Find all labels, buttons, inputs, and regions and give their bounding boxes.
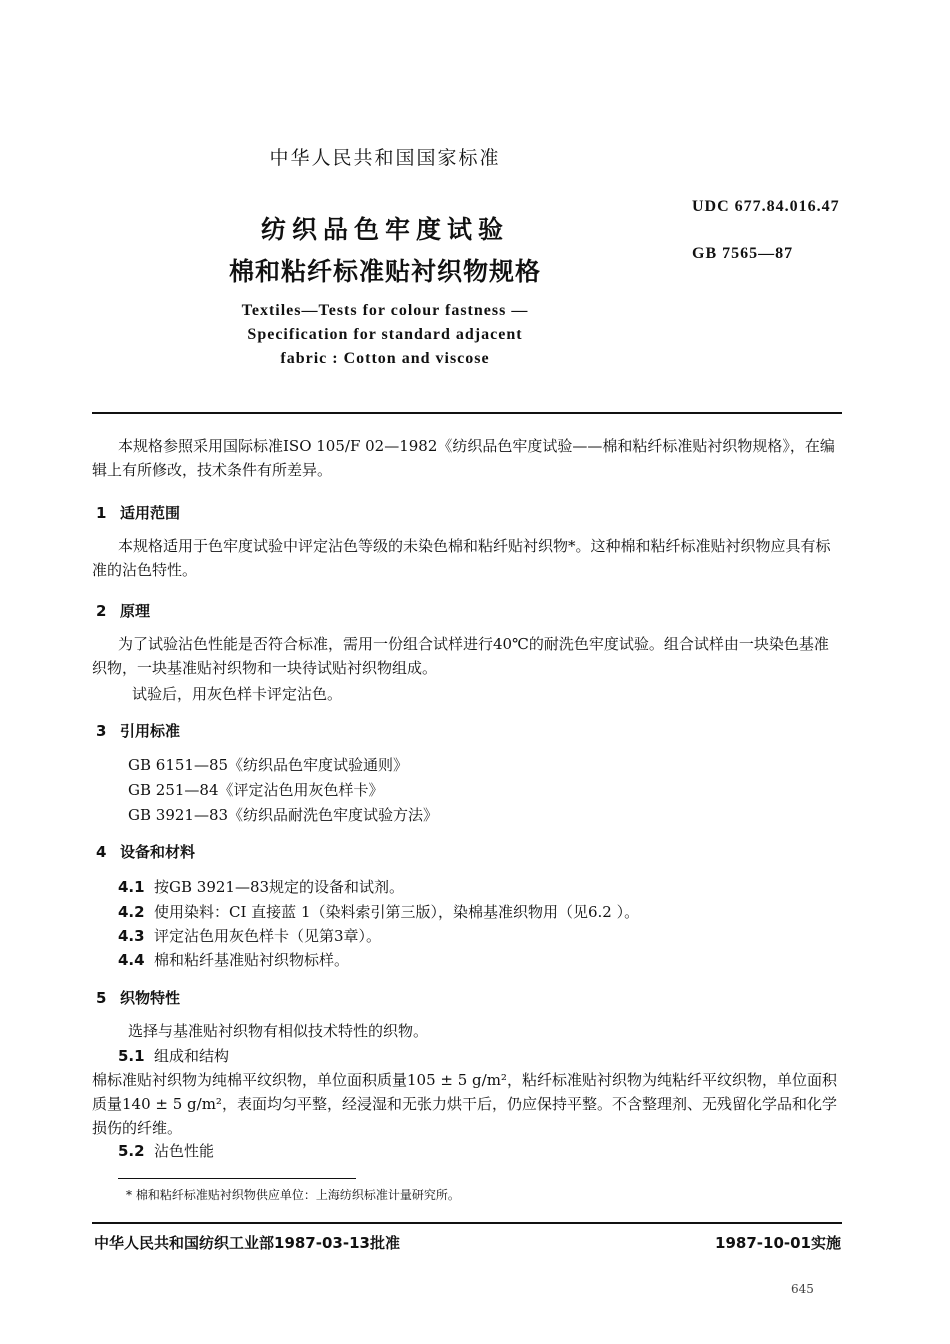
section-5-text: 选择与基准贴衬织物有相似技术特性的织物。	[128, 1022, 429, 1040]
clause-5-1-text: 棉标准贴衬织物为纯棉平纹织物，单位面积质量105 ± 5 g/m²，粘纤标准贴衬织物为纯粘纤平纹织物，单位面积质量140 ± 5 g/m²，表面均匀平整，经浸湿和无张力烘干后，仍应保持平整。不含整理剂、无残留化学品和化学损伤的纤维。	[92, 1071, 837, 1137]
intro-paragraph: 本规格参照采用国际标准ISO 105/F 02—1982《纺织品色牢度试验——棉和粘纤标准贴衬织物规格》，在编辑上有所修改，技术条件有所差异。	[92, 437, 835, 479]
section-2-heading: 2 原理	[96, 602, 151, 620]
title-zh-line1: 纺织品色牢度试验	[260, 215, 509, 244]
clause-4-3: 4.3 评定沾色用灰色样卡（见第3章）。	[118, 927, 382, 945]
udc-code: UDC 677.84.016.47	[692, 198, 840, 215]
clause-5-2-heading: 5.2 沾色性能	[118, 1142, 215, 1160]
title-en-line1: Textiles—Tests for colour fastness —	[241, 302, 529, 319]
issuing-authority: 中华人民共和国国家标准	[269, 147, 501, 169]
clause-4-1: 4.1 按GB 3921—83规定的设备和试剂。	[118, 878, 405, 896]
clause-4-4: 4.4 棉和粘纤基准贴衬织物标样。	[118, 951, 350, 969]
section-5-heading: 5 织物特性	[96, 989, 181, 1007]
reference-item: GB 251—84《评定沾色用灰色样卡》	[128, 781, 384, 799]
footnote: * 棉和粘纤标准贴衬织物供应单位：上海纺织标准计量研究所。	[126, 1188, 460, 1202]
effective-date: 1987-10-01实施	[715, 1234, 841, 1252]
section-4-heading: 4 设备和材料	[96, 843, 196, 861]
footer-rule	[92, 1222, 842, 1224]
header-rule	[92, 412, 842, 414]
approval-date: 中华人民共和国纺织工业部1987-03-13批准	[94, 1234, 400, 1252]
footnote-rule	[118, 1178, 356, 1179]
section-3-heading: 3 引用标准	[96, 722, 181, 740]
section-1-heading: 1 适用范围	[96, 504, 181, 522]
section-2-text-2: 试验后，用灰色样卡评定沾色。	[132, 685, 343, 703]
section-2-text: 为了试验沾色性能是否符合标准，需用一份组合试样进行40℃的耐洗色牢度试验。组合试样由一块染色基准织物，一块基准贴衬织物和一块待试贴衬织物组成。	[92, 635, 829, 677]
title-en-line2: Specification for standard adjacent	[247, 326, 523, 343]
section-1-text: 本规格适用于色牢度试验中评定沾色等级的未染色棉和粘纤贴衬织物*。这种棉和粘纤标准贴衬织物应具有标准的沾色特性。	[92, 537, 831, 579]
gb-code: GB 7565—87	[692, 245, 794, 262]
clause-4-2: 4.2 使用染料：CI 直接蓝 1（染料索引第三版），染棉基准织物用（见6.2 ）。	[118, 903, 640, 921]
reference-item: GB 6151—85《纺织品色牢度试验通则》	[128, 756, 409, 774]
page-number: 645	[791, 1282, 814, 1296]
clause-5-1-heading: 5.1 组成和结构	[118, 1047, 230, 1065]
title-zh-line2: 棉和粘纤标准贴衬织物规格	[228, 257, 541, 286]
title-en-line3: fabric : Cotton and viscose	[280, 350, 490, 367]
reference-item: GB 3921—83《纺织品耐洗色牢度试验方法》	[128, 806, 439, 824]
